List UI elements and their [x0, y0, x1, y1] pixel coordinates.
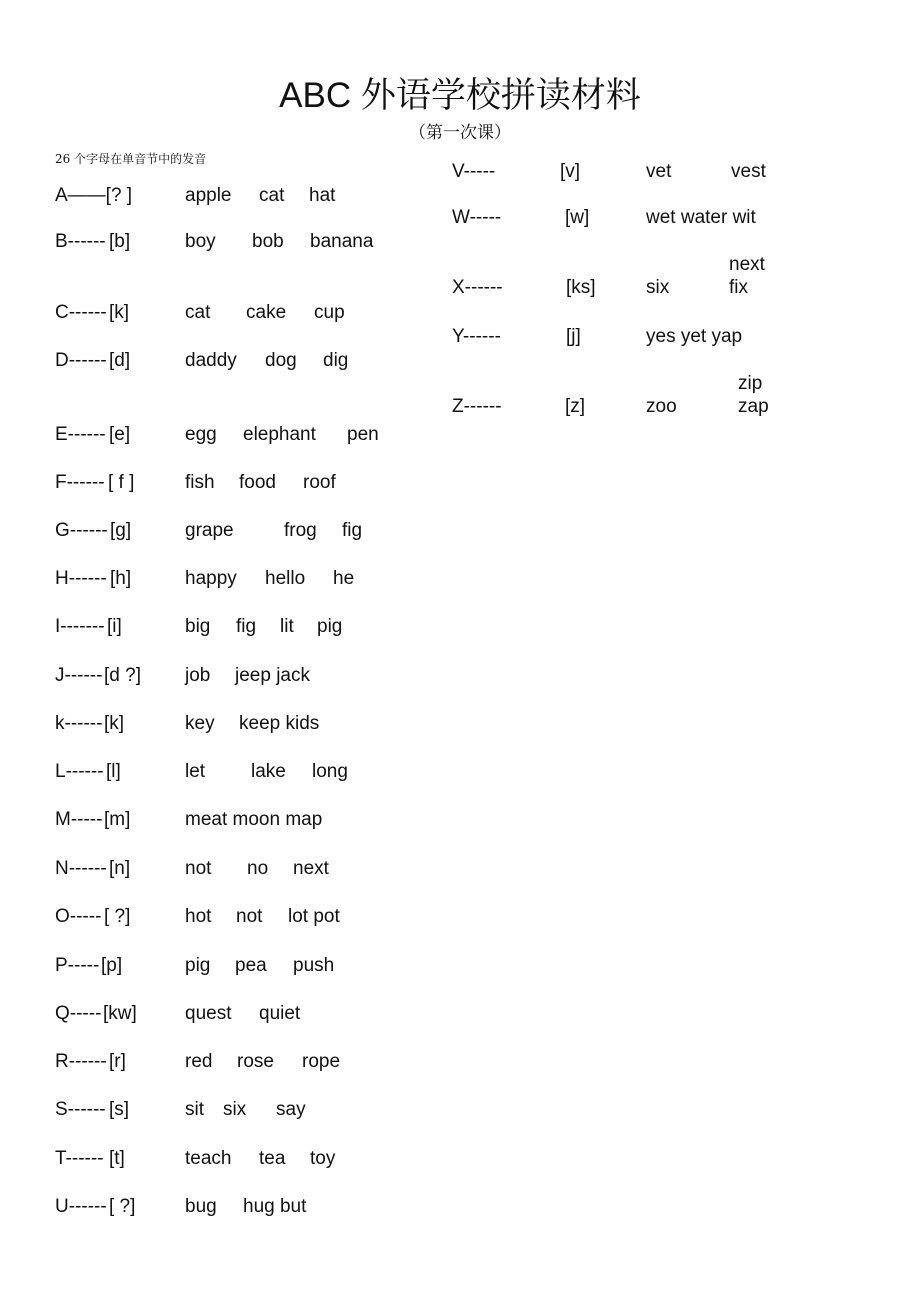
example-word: sit: [185, 1099, 204, 1120]
letter-label: H------: [55, 568, 107, 589]
letter-label: B------: [55, 231, 106, 252]
phonetic-symbol: [i]: [107, 616, 122, 637]
letter-label: k------: [55, 713, 103, 734]
example-word: apple: [185, 185, 232, 206]
example-word: yes yet yap: [646, 326, 743, 347]
letter-label: L------: [55, 761, 104, 782]
phonetic-symbol: [b]: [109, 231, 131, 252]
letter-label: A——[? ]: [55, 185, 133, 206]
example-word: pea: [235, 955, 267, 976]
letter-label: J------: [55, 665, 103, 686]
example-word: let: [185, 761, 206, 782]
example-word: fig: [236, 616, 257, 637]
example-word: vet: [646, 161, 672, 182]
phonetic-symbol: [k]: [109, 302, 130, 323]
example-word: fig: [342, 520, 363, 541]
example-word: bob: [252, 231, 284, 252]
example-word: keep kids: [239, 713, 320, 734]
letter-label: T------: [55, 1148, 104, 1169]
document-subtitle: （第一次课）: [409, 123, 511, 143]
example-word: job: [185, 665, 211, 686]
example-word: food: [239, 472, 276, 493]
phonetic-symbol: [d ?]: [104, 665, 141, 686]
phonetic-symbol: [t]: [109, 1148, 125, 1169]
letter-label: S------: [55, 1099, 106, 1120]
example-word: not: [236, 906, 263, 927]
example-word: pen: [347, 424, 379, 445]
letter-label: V-----: [452, 161, 496, 182]
example-word: boy: [185, 231, 216, 252]
example-word: long: [312, 761, 348, 782]
phonetic-symbol: [n]: [109, 858, 131, 879]
example-word: six: [646, 277, 670, 298]
phonetic-symbol: [kw]: [103, 1003, 137, 1024]
letter-label: Z------: [452, 396, 502, 417]
example-word: teach: [185, 1148, 232, 1169]
example-word: vest: [731, 161, 766, 182]
phonetic-symbol: [ f ]: [108, 472, 135, 493]
example-word: key: [185, 713, 215, 734]
example-word: hello: [265, 568, 306, 589]
letter-label: I-------: [55, 616, 105, 637]
example-word: red: [185, 1051, 213, 1072]
example-word: rose: [237, 1051, 274, 1072]
letter-label: D------: [55, 350, 107, 371]
letter-label: Y------: [452, 326, 501, 347]
example-word: lake: [251, 761, 286, 782]
phonetic-symbol: [r]: [109, 1051, 126, 1072]
letter-label: M-----: [55, 809, 103, 830]
phonetic-symbol: [ks]: [566, 277, 596, 298]
example-word: frog: [284, 520, 317, 541]
letter-label: U------: [55, 1196, 107, 1217]
phonetic-symbol: [d]: [109, 350, 131, 371]
phonetic-symbol: [s]: [109, 1099, 130, 1120]
letter-label: E------: [55, 424, 106, 445]
phonetic-symbol: [e]: [109, 424, 131, 445]
phonetic-symbol: [ ?]: [104, 906, 131, 927]
letter-label: X------: [452, 277, 503, 298]
example-word: egg: [185, 424, 217, 445]
example-word: hat: [309, 185, 336, 206]
phonetic-symbol: [g]: [110, 520, 132, 541]
example-word: cat: [259, 185, 285, 206]
example-word: hot: [185, 906, 212, 927]
document-title: ABC 外语学校拼读材料: [279, 76, 641, 115]
example-word: lot pot: [288, 906, 340, 927]
phonetic-symbol: [k]: [104, 713, 125, 734]
example-word: dog: [265, 350, 297, 371]
example-word: next: [293, 858, 329, 879]
example-word: zap: [738, 396, 769, 417]
example-word: fish: [185, 472, 215, 493]
letter-label: O-----: [55, 906, 102, 927]
example-word: push: [293, 955, 335, 976]
example-word: zoo: [646, 396, 677, 417]
example-word: wet water wit: [646, 207, 756, 228]
letter-label: G------: [55, 520, 108, 541]
example-word: cup: [314, 302, 345, 323]
example-word: pig: [185, 955, 211, 976]
example-word: elephant: [243, 424, 316, 445]
example-word: grape: [185, 520, 234, 541]
letter-label: C------: [55, 302, 107, 323]
phonetic-symbol: [l]: [106, 761, 121, 782]
example-word: rope: [302, 1051, 341, 1072]
example-word: zip: [738, 373, 763, 394]
example-word: cat: [185, 302, 211, 323]
example-word: toy: [310, 1148, 336, 1169]
example-word: daddy: [185, 350, 237, 371]
example-word: quiet: [259, 1003, 301, 1024]
example-word: bug: [185, 1196, 217, 1217]
example-word: dig: [323, 350, 349, 371]
letter-label: P-----: [55, 955, 100, 976]
example-word: not: [185, 858, 212, 879]
letter-label: Q-----: [55, 1003, 102, 1024]
example-word: tea: [259, 1148, 286, 1169]
phonetic-symbol: [p]: [101, 955, 123, 976]
example-word: jeep jack: [235, 665, 310, 686]
phonetic-symbol: [j]: [566, 326, 581, 347]
phonetic-symbol: [m]: [104, 809, 131, 830]
letter-label: F------: [55, 472, 105, 493]
phonetic-symbol: [z]: [565, 396, 586, 417]
example-word: meat moon map: [185, 809, 323, 830]
example-word: banana: [310, 231, 374, 252]
example-word: fix: [729, 277, 748, 298]
phonetic-symbol: [v]: [560, 161, 581, 182]
example-word: roof: [303, 472, 336, 493]
intro-text: 26 个字母在单音节中的发音: [55, 152, 207, 166]
example-word: lit: [280, 616, 294, 637]
example-word: quest: [185, 1003, 232, 1024]
example-word: big: [185, 616, 211, 637]
phonetic-symbol: [h]: [110, 568, 132, 589]
example-word: no: [247, 858, 269, 879]
letter-label: W-----: [452, 207, 502, 228]
example-word: hug but: [243, 1196, 307, 1217]
letter-label: N------: [55, 858, 107, 879]
example-word: cake: [246, 302, 287, 323]
example-word: pig: [317, 616, 343, 637]
example-word: six: [223, 1099, 247, 1120]
letter-label: R------: [55, 1051, 107, 1072]
example-word: he: [333, 568, 355, 589]
example-word: happy: [185, 568, 237, 589]
example-word: say: [276, 1099, 306, 1120]
example-word: next: [729, 254, 765, 275]
phonetic-symbol: [ ?]: [109, 1196, 136, 1217]
phonetic-symbol: [w]: [565, 207, 590, 228]
